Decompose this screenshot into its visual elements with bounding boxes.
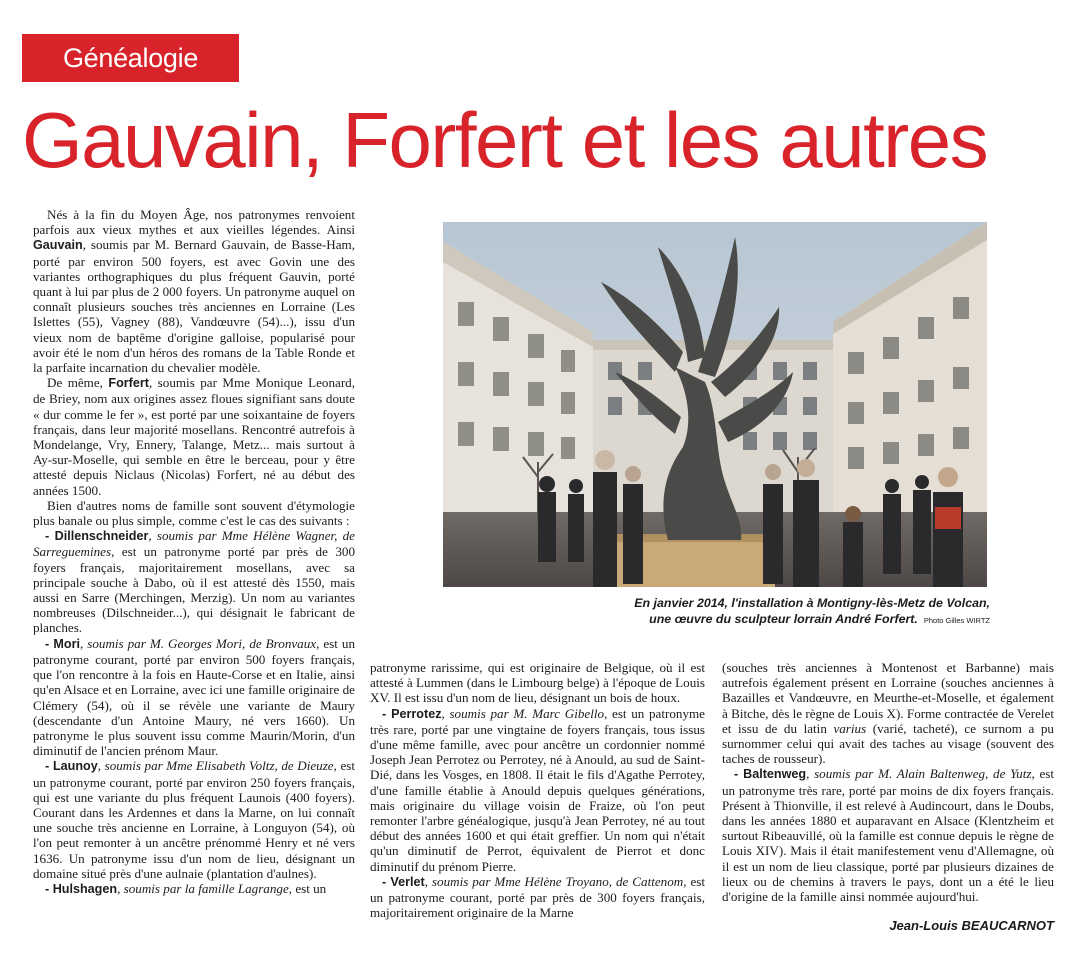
column-1: [33, 207, 355, 897]
photo-caption: [560, 596, 990, 628]
column-3: [722, 660, 1054, 904]
paragraph-intro-list: Bien d'autres noms de famille sont souvent d'étymologie plus banale ou plus simple, comme c'est le cas des suivants :: [33, 497, 355, 529]
author-signature: Jean-Louis BEAUCARNOT: [889, 918, 1054, 933]
photo-credit: Photo Gilles WIRTZ: [923, 615, 990, 625]
entry-hulshagen: - Hulshagen, soumis par la famille Lagrange, est un: [45, 880, 327, 896]
entry-baltenweg: - Baltenweg, soumis par M. Alain Baltenweg, de Yutz, est un patronyme très rare, porté par moins de dix foyers français. Présent à Thionville, il est relevé à Audincourt, dans le Doubs, dans les années 1880 et auparavant en Alsace (Klentzheim et surtout Ribeauvillé, où la famille est connue depuis le règne de Louis XIV). Mais il était manifestement venu d'Allemagne, où il est un nom de lieu classique, porté par plusieurs dizaines de lieux ou de chemins à travers le pays, dont un a été le lieu d'origine de la famille ainsi nommée aujourd'hui.: [722, 766, 1054, 905]
paragraph-forfert: De même, Forfert, soumis par Mme Monique Leonard, de Briey, nom aux origines assez floues signifiant sans doute « dur comme le fer », est porté par une soixantaine de foyers français, dans leur majorité mosellans. Rencontré autrefois à Mondelange, Vry, Ennery, Talange, Metz... mais surtout à Ay-sur-Moselle, qui semble en être le berceau, pour y être attesté depuis Niclaus (Nicolas) Forfert, né au début des années 1500.: [33, 375, 356, 498]
column-2: [370, 660, 705, 920]
entry-dillenschneider: - Dillenschneider, soumis par Mme Hélène Wagner, de Sarreguemines, est un patronyme porté par près de 300 foyers français, majoritairement mosellans, avec sa principale souche à Dabo, où il est attesté dès 1550, mais aussi en Sarre (Merchingen, Merzig). Un nom au variantes nombreuses (Dilschneider...), qui désignait le fabricant de planches.: [33, 528, 355, 636]
entry-launoy: - Launoy, soumis par Mme Elisabeth Voltz, de Dieuze, est un patronyme courant, porté par environ 250 foyers français, qui est une variante du plus fréquent Launois (400 foyers). Courant dans les Ardennes et dans la Marne, on lui connaît une souche très ancienne en Lorraine, à Longuyon (54), où l'on peut remonter à un ancêtre prénommé Henry et né vers 1636. Un patronyme issu d'un nom de lieu, désignant un domaine situé près d'une aulnaie (plantation d'aulnes).: [33, 758, 355, 881]
surname-forfert: Forfert: [108, 376, 149, 391]
entry-verlet: - Verlet, soumis par Mme Hélène Troyano, de Cattenom, est un patronyme courant, porté par près de 300 foyers français, majoritairement originaire de la Marne: [370, 873, 705, 921]
entry-perrotez: - Perrotez, soumis par M. Marc Gibello, est un patronyme très rare, porté par une vingtaine de foyers français, tous issus d'une même famille, avec pour ancêtre un cordonnier nommé Joseph Jean Perrotez ou Perrotey, né à Anould, au sud de Saint-Dié, dans les Vosges, en 1808. Il était le fils d'Agathe Perrotey, d'une famille établie à Anould depuis quelques générations, mais originaire du village voisin de Fraize, où l'on peut remonter l'arbre généalogique, jusqu'à Jean Perrotey, né au tout début des années 1600 et qui était greffier. Un nom qui n'était qu'un diminutif de Perrot, équivalent de Pierrot et donc diminutif du prénom Pierre.: [370, 705, 705, 874]
sculpture-photo-illustration: [443, 222, 987, 587]
section-rubric: Généalogie: [22, 34, 239, 82]
entry-verlet-continued: (souches très anciennes à Montenost et Barbanne) mais autrefois également présent en Lorraine (souches anciennes à Bazailles et Vandœuvre, en Meurthe-et-Moselle, et également à Bitche, dès le règne de Louis X). Forme contractée de Verelet et issu de du latin varius (varié, tacheté), ce surnom a pu surnommer celui qui avait des taches au visage (souvent des taches de rousseur).: [722, 660, 1054, 767]
article-headline: Gauvain, Forfert et les autres: [22, 96, 988, 184]
entry-hulshagen-continued: patronyme rarissime, qui est originaire de Belgique, où il est attesté à Lummen (dans le Limbourg belge) à l'époque de Louis XV. Il est issu d'un nom de lieu, désignant un bois de houx.: [370, 660, 705, 706]
caption-line-1: En janvier 2014, l'installation à Montigny-lès-Metz de Volcan,: [634, 596, 990, 610]
paragraph-gauvain: Nés à la fin du Moyen Âge, nos patronymes renvoient parfois aux vieux mythes et aux vieilles légendes. Ainsi Gauvain, soumis par M. Bernard Gauvain, de Basse-Ham, porté par environ 500 foyers, est avec Govin une des variantes orthographiques du plus fréquent Gauvin, porté quant à lui par plus de 2 000 foyers. Un patronyme auquel on connaît plusieurs souches très anciennes en Lorraine (Les Islettes (55), Vagney (88), Vandœuvre (54)...), issu d'un vieux nom de baptême d'origine galloise, popularisé pour avoir été le nom d'un héros des romans de la Table Ronde et la parfaite incarnation du chevalier modèle.: [33, 207, 355, 376]
caption-line-2: une œuvre du sculpteur lorrain André Forfert. Photo Gilles WIRTZ: [649, 611, 990, 626]
surname-gauvain: Gauvain: [33, 238, 83, 253]
entry-mori: - Mori, soumis par M. Georges Mori, de Bronvaux, est un patronyme courant, porté par environ 500 foyers français, que l'on rencontre à la fois en Haute-Corse et en Italie, ainsi qu'en Alsace et en Lorraine, avec ici une famille originaire de Clémery (54), où il se révèle une variante de Maury (descendante d'un Antoine Maury, né vers 1660). Un patronyme le plus souvent issu comme Maurin/Morin, d'un diminutif de l'ancien prénom Maur.: [33, 635, 355, 759]
sculpture-photo: [443, 222, 987, 587]
